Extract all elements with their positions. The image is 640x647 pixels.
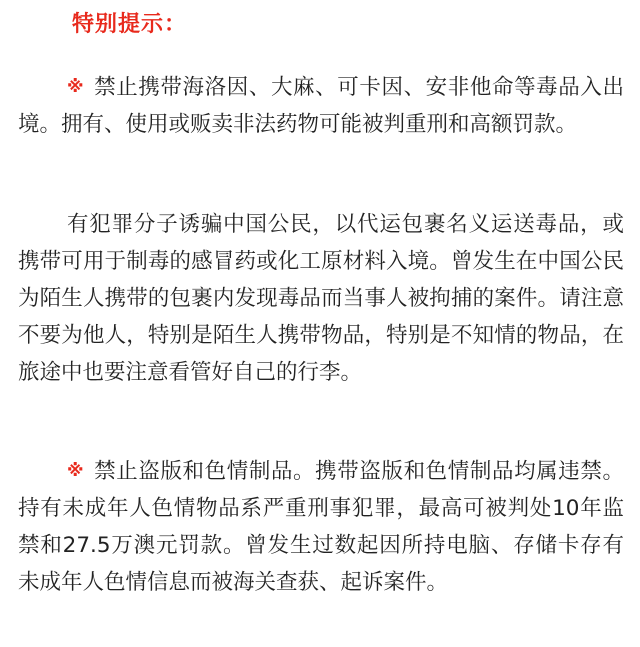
paragraph-piracy (18, 453, 624, 601)
paragraph-text: 有犯罪分子诱骗中国公民，以代运包裹名义运送毒品，或携带可用于制毒的感冒药或化工原材料入境。曾发生在中国公民为陌生人携带的包裹内发现毒品而当事人被拘捕的案件。请注意不要为他人，特别是陌生人携带物品，特别是不知情的物品，在旅途中也要注意看管好自己的行李。 (18, 212, 624, 385)
reference-mark-icon: ※ (67, 461, 85, 481)
notice-heading: 特别提示： (72, 12, 188, 37)
paragraph-text: 禁止盗版和色情制品。携带盗版和色情制品均属违禁。持有未成年人色情物品系严重刑事犯罪，最高可被判处10年监禁和27.5万澳元罚款。曾发生过数起因所持电脑、存储卡存有未成年人色情信息而被海关查获、起诉案件。 (18, 459, 624, 595)
reference-mark-icon: ※ (67, 77, 85, 97)
paragraph-smuggling-warning (18, 206, 624, 391)
paragraph-drugs (18, 69, 624, 143)
paragraph-text: 禁止携带海洛因、大麻、可卡因、安非他命等毒品入出境。拥有、使用或贩卖非法药物可能被判重刑和高额罚款。 (18, 75, 624, 137)
